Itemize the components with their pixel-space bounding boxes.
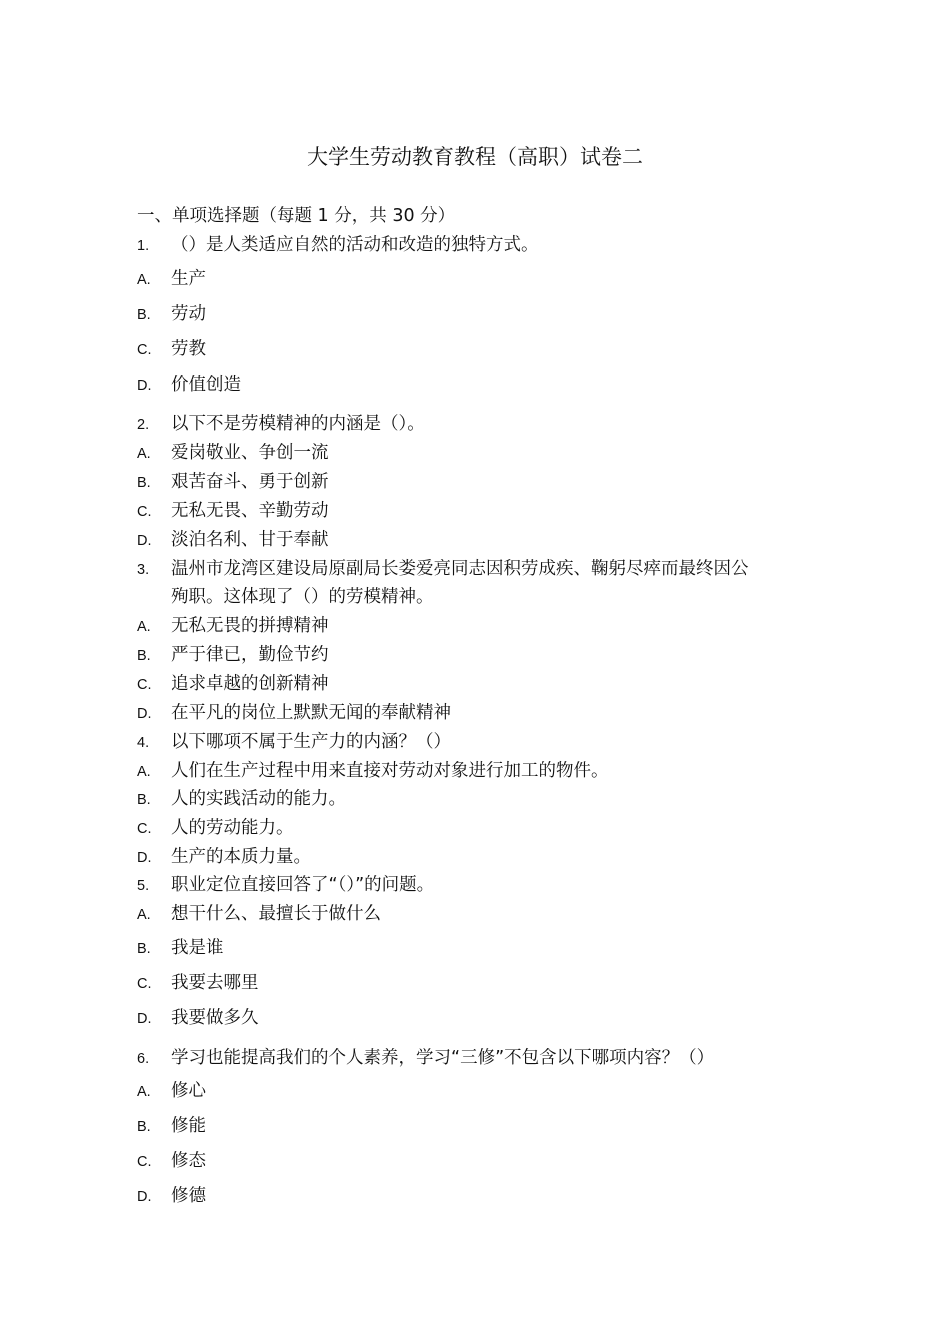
option-row [137,441,329,466]
option-text: 无私无畏的拼搏精神 [171,616,329,636]
option-text: 劳动 [171,304,206,324]
option-label: A. [137,764,151,780]
option-text: 修德 [171,1186,206,1206]
option-label: C. [137,976,152,992]
option-row [137,1149,206,1174]
option-text: 生产的本质力量。 [171,847,311,867]
option-label: C. [137,821,152,837]
question-4 [137,730,451,755]
option-text: 严于律已，勤俭节约 [171,645,329,665]
option-label: B. [137,475,151,491]
question-number: 3. [137,562,150,578]
option-text: 我要做多久 [171,1008,259,1028]
option-row [137,902,381,927]
option-row [137,499,329,524]
option-text: 修能 [171,1116,206,1136]
option-row [137,816,294,841]
option-label: C. [137,342,152,358]
question-text: 职业定位直接回答了“（）”的问题。 [171,875,435,895]
option-label: C. [137,677,152,693]
question-text-continued: 殉职。这体现了（）的劳模精神。 [171,587,434,607]
option-text: 艰苦奋斗、勇于创新 [171,472,329,492]
option-label: A. [137,272,151,288]
option-text: 无私无畏、辛勤劳动 [171,501,329,521]
option-text: 价值创造 [171,375,241,395]
option-text: 我是谁 [171,938,224,958]
question-text: 以下哪项不属于生产力的内涵？（） [171,732,451,752]
option-label: B. [137,941,151,957]
option-row [137,337,206,362]
option-row [137,759,609,784]
option-text: 我要去哪里 [171,973,259,993]
option-label: B. [137,792,151,808]
question-number: 1. [137,238,150,254]
option-label: D. [137,1189,152,1205]
option-label: B. [137,648,151,664]
option-row [137,936,224,961]
option-text: 淡泊名利、甘于奉献 [171,530,329,550]
option-row [137,1079,206,1104]
option-text: 劳教 [171,339,206,359]
option-text: 追求卓越的创新精神 [171,674,329,694]
option-text: 爱岗敬业、争创一流 [171,443,329,463]
option-text: 在平凡的岗位上默默无闻的奉献精神 [171,703,451,723]
option-label: B. [137,1119,151,1135]
option-label: D. [137,850,152,866]
option-row [137,787,346,812]
option-row [137,971,259,996]
option-label: B. [137,307,151,323]
option-row [137,643,329,668]
option-row [137,302,206,327]
option-row [137,1184,206,1209]
question-5 [137,873,434,898]
question-number: 6. [137,1051,150,1067]
option-row [137,701,451,726]
option-text: 修心 [171,1081,206,1101]
question-text: （）是人类适应自然的活动和改造的独特方式。 [171,235,539,255]
option-text: 想干什么、最擅长于做什么 [171,904,381,924]
option-row [137,614,329,639]
option-label: A. [137,907,151,923]
option-row [137,528,329,553]
question-2 [137,412,425,437]
question-number: 2. [137,417,150,433]
option-row [137,373,241,398]
option-text: 修态 [171,1151,206,1171]
question-text: 以下不是劳模精神的内涵是（）。 [171,414,425,434]
option-text: 人的劳动能力。 [171,818,294,838]
option-label: A. [137,446,151,462]
option-row [137,1006,259,1031]
option-label: D. [137,1011,152,1027]
option-row [137,1114,206,1139]
option-label: D. [137,533,152,549]
question-number: 5. [137,878,150,894]
option-label: C. [137,504,152,520]
option-row [137,845,311,870]
option-label: A. [137,619,151,635]
option-text: 人的实践活动的能力。 [171,789,346,809]
question-text: 学习也能提高我们的个人素养，学习“三修”不包含以下哪项内容？（） [171,1048,715,1068]
option-label: A. [137,1084,151,1100]
option-row [137,672,329,697]
option-text: 人们在生产过程中用来直接对劳动对象进行加工的物件。 [171,761,609,781]
option-label: C. [137,1154,152,1170]
option-label: D. [137,378,152,394]
exam-title: 大学生劳动教育教程（高职）试卷二 [307,145,643,169]
question-1 [137,233,539,258]
option-row [137,267,206,292]
option-label: D. [137,706,152,722]
question-text: 温州市龙湾区建设局原副局长娄爱亮同志因积劳成疾、鞠躬尽瘁而最终因公 [171,559,749,579]
question-3 [137,557,749,582]
question-6 [137,1046,714,1071]
question-number: 4. [137,735,150,751]
option-text: 生产 [171,269,206,289]
option-row [137,470,329,495]
section-heading: 一、单项选择题（每题 1 分，共 30 分） [137,206,456,226]
